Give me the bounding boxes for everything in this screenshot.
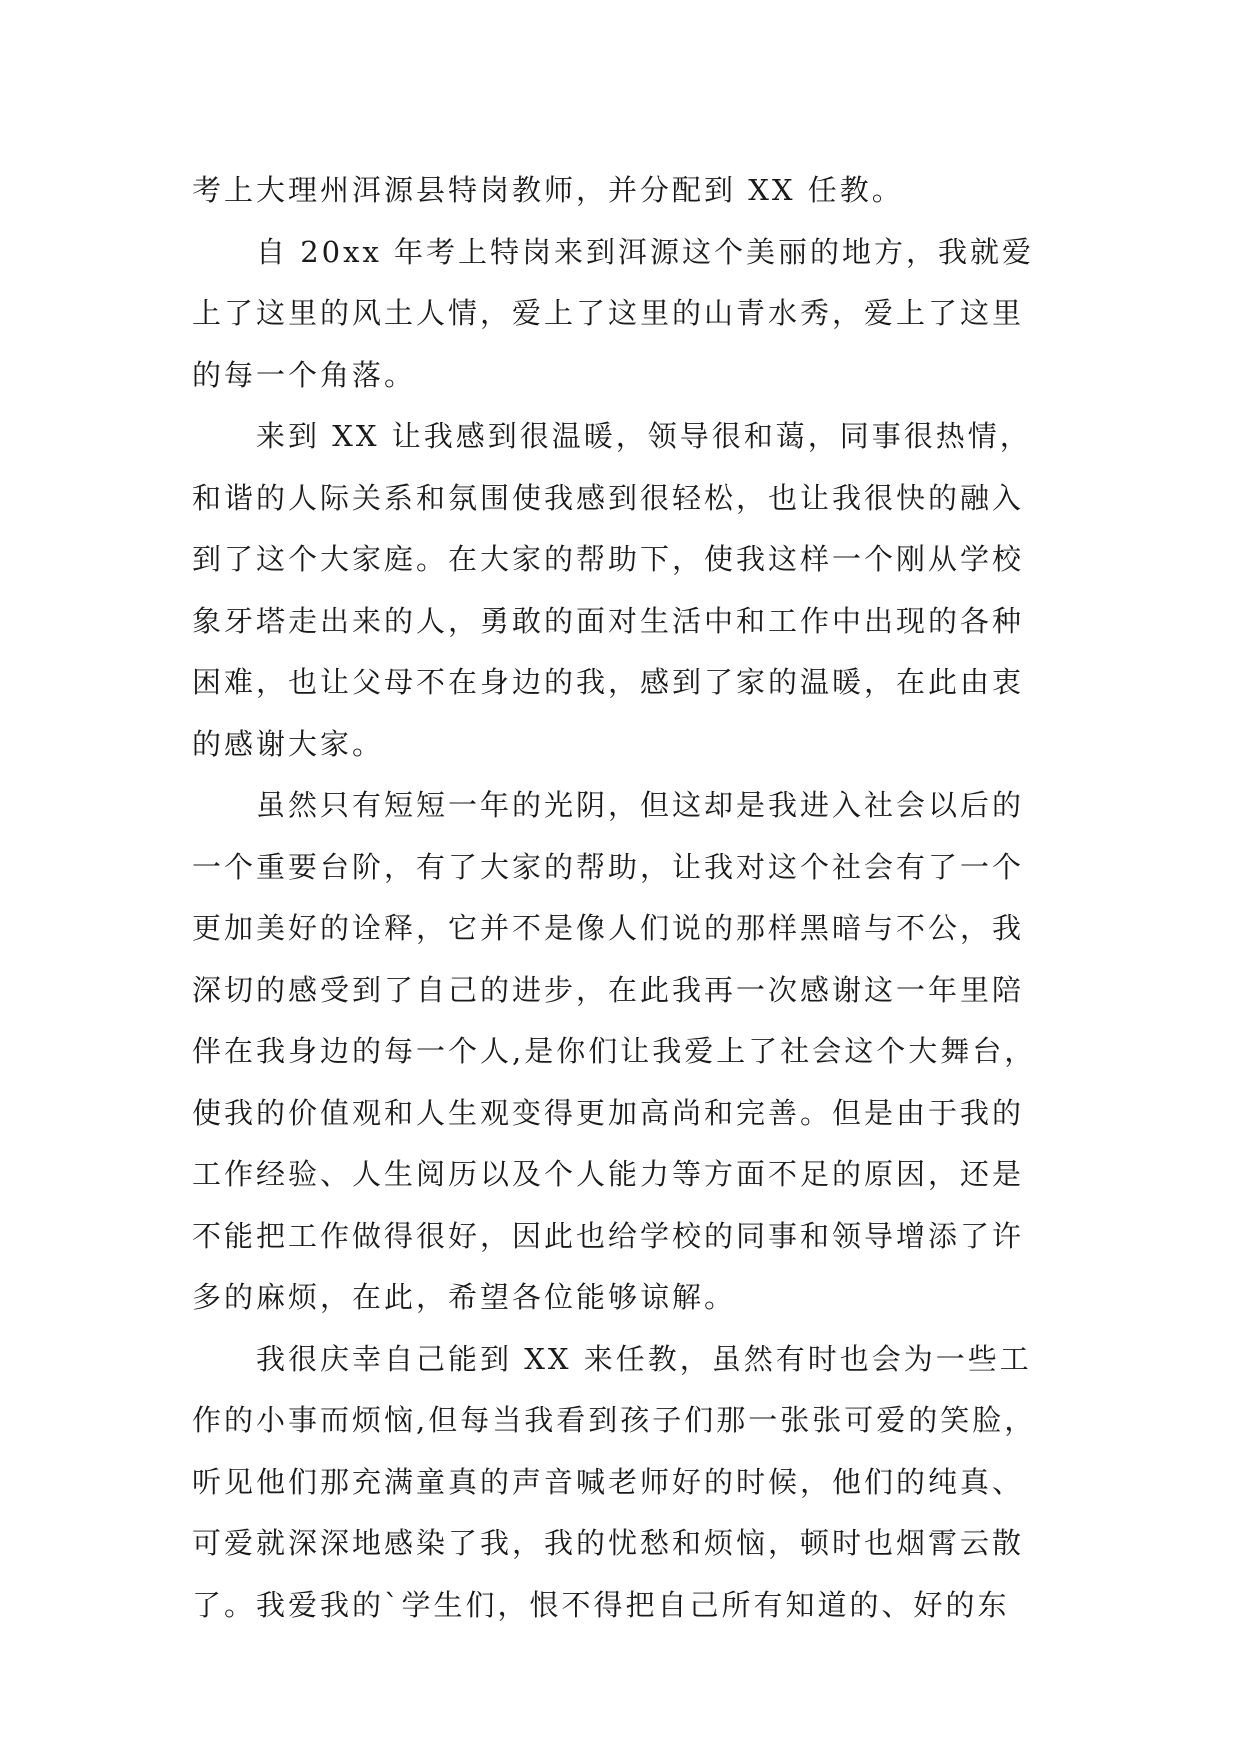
text-line: 考上大理州洱源县特岗教师，并分配到 XX 任教。 xyxy=(192,173,904,207)
text-line: 更加美好的诠释，它并不是像人们说的那样黑暗与不公，我 xyxy=(192,911,1025,945)
text-line: 困难，也让父母不在身边的我，感到了家的温暖，在此由衷 xyxy=(192,665,1025,699)
text-line: 我很庆幸自己能到 XX 来任教，虽然有时也会为一些工 xyxy=(256,1341,1032,1376)
text-line: 一个重要台阶，有了大家的帮助，让我对这个社会有了一个 xyxy=(192,849,1025,884)
text-line: 了。我爱我的`学生们，恨不得把自己所有知道的、好的东 xyxy=(192,1587,1010,1622)
body-text xyxy=(192,160,1052,1636)
text-line: 来到 XX 让我感到很温暖，领导很和蔼，同事很热情， xyxy=(256,419,1032,453)
text-line: 作的小事而烦恼,但每当我看到孩子们那一张张可爱的笑脸， xyxy=(192,1403,1037,1437)
text-line: 虽然只有短短一年的光阴，但这却是我进入社会以后的 xyxy=(256,788,1025,822)
text-line: 的感谢大家。 xyxy=(192,726,385,761)
text-line: 象牙塔走出来的人，勇敢的面对生活中和工作中出现的各种 xyxy=(192,603,1025,638)
text-line: 听见他们那充满童真的声音喊老师好的时候，他们的纯真、 xyxy=(192,1464,1025,1499)
text-line: 使我的价值观和人生观变得更加高尚和完善。但是由于我的 xyxy=(192,1095,1025,1130)
text-line: 不能把工作做得很好，因此也给学校的同事和领导增添了许 xyxy=(192,1218,1025,1253)
text-line: 深切的感受到了自己的进步，在此我再一次感谢这一年里陪 xyxy=(192,972,1025,1007)
text-line: 上了这里的风土人情，爱上了这里的山青水秀，爱上了这里 xyxy=(192,296,1025,330)
text-line: 自 20xx 年考上特岗来到洱源这个美丽的地方，我就爱 xyxy=(256,234,1035,269)
text-line: 和谐的人际关系和氛围使我感到很轻松，也让我很快的融入 xyxy=(192,480,1025,515)
text-line: 可爱就深深地感染了我，我的忧愁和烦恼，顿时也烟霄云散 xyxy=(192,1526,1025,1560)
text-line: 的每一个角落。 xyxy=(192,357,417,392)
text-line: 到了这个大家庭。在大家的帮助下，使我这样一个刚从学校 xyxy=(192,542,1025,576)
text-line: 伴在我身边的每一个人,是你们让我爱上了社会这个大舞台， xyxy=(192,1034,1037,1068)
text-line: 多的麻烦，在此，希望各位能够谅解。 xyxy=(192,1280,737,1314)
text-line: 工作经验、人生阅历以及个人能力等方面不足的原因，还是 xyxy=(192,1157,1025,1191)
